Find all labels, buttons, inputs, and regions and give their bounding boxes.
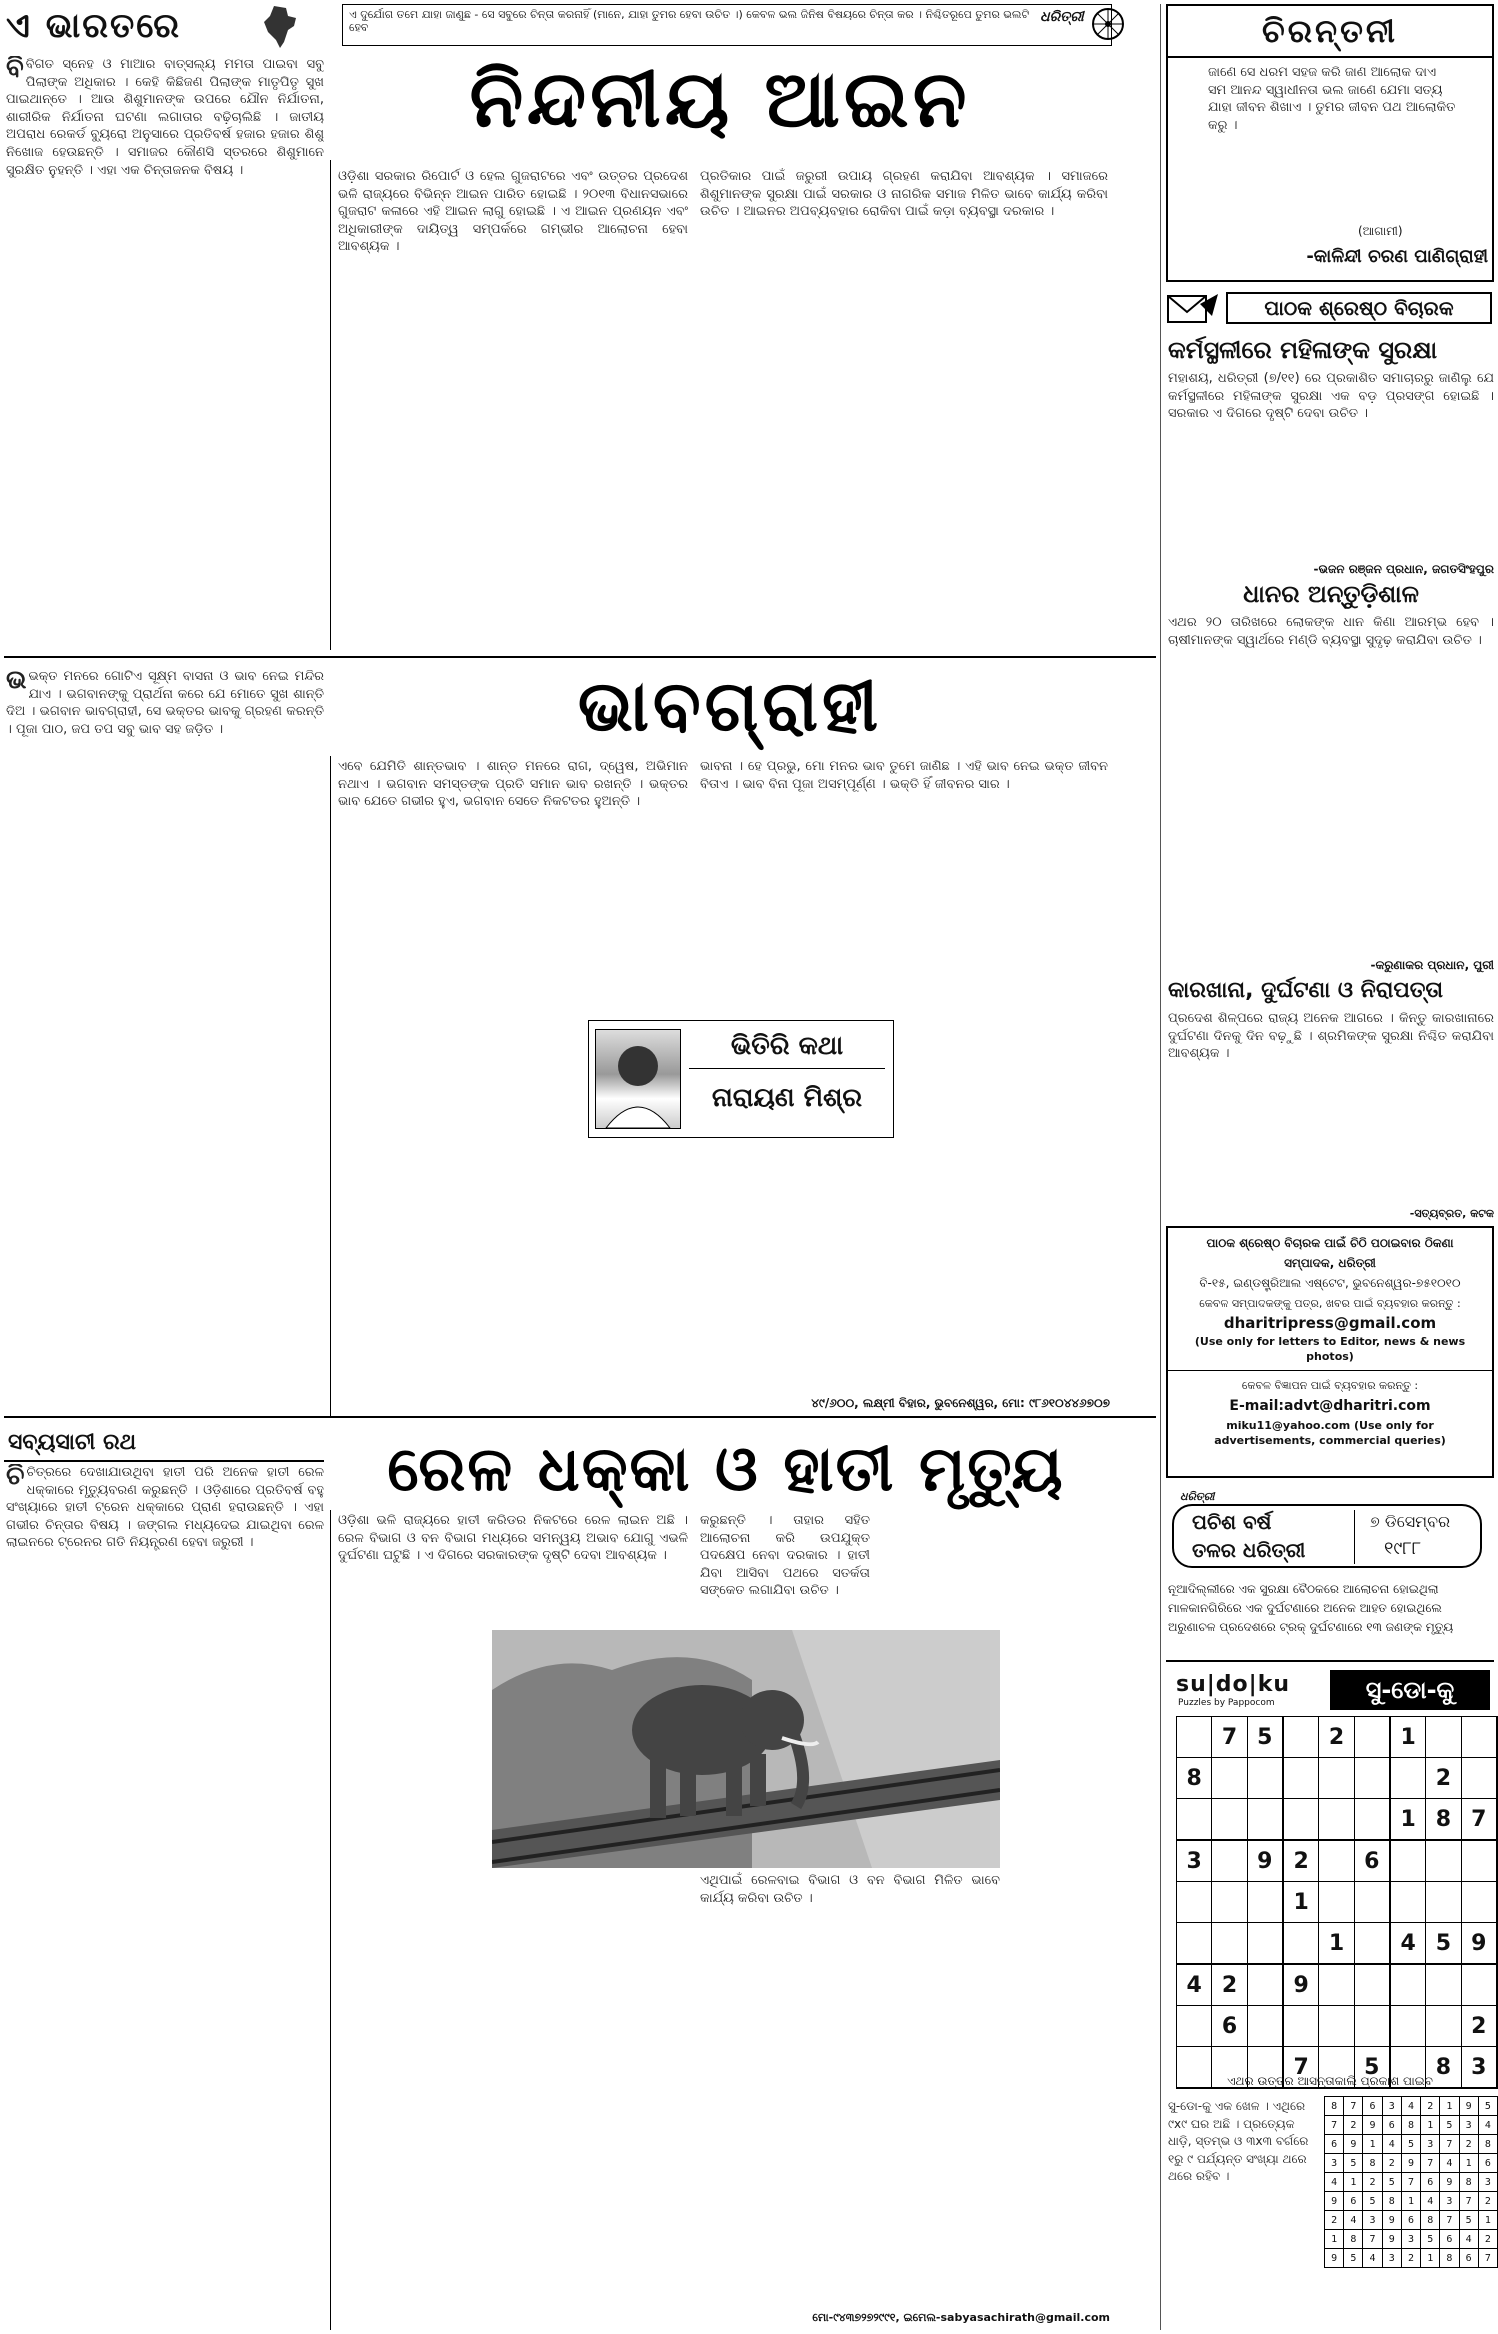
sudoku-header — [1170, 1670, 1494, 1714]
sudoku-cell[interactable]: 2 — [1212, 1964, 1247, 2006]
section-divider — [4, 656, 1156, 658]
sudoku-cell[interactable] — [1283, 1923, 1319, 1965]
solution-cell: 1 — [1363, 2135, 1382, 2154]
solution-cell: 3 — [1459, 2116, 1478, 2135]
solution-cell: 1 — [1478, 2211, 1497, 2230]
sudoku-cell[interactable] — [1283, 1799, 1319, 1841]
contact-email[interactable]: dharitripress@gmail.com — [1223, 1314, 1437, 1332]
solution-cell: 8 — [1363, 2154, 1382, 2173]
sudoku-row — [1177, 1964, 1498, 2006]
editorial1-col1: ବିବିଗତ ସ୍ନେହ ଓ ମାଆର ବାତ୍ସଲ୍ୟ ମମତା ପାଇବା ସବୁ ପିଲାଙ୍କ ଅଧିକାର । କେହି କିଛିଜଣ ପିଲାଙ୍କ ମାତୃପିତୃ ସୁଖ ପାଇଥାନ୍ତେ । ଆଉ ଶିଶୁମାନଙ୍କ ଉପରେ ଯୌନ ନିର୍ଯାତନା, ଶାରୀରିକ ନିର୍ଯାତନା ଘଟଣା ଲଗାତାର ବଢ଼ିଚାଲିଛି । ଜାତୀୟ ଅପରାଧ ରେକର୍ଡ ବ୍ୟୁରୋ ଅନୁସାରେ ପ୍ରତିବର୍ଷ ହଜାର ହଜାର ଶିଶୁ ନିଖୋଜ ହେଉଛନ୍ତି । ସମାଜର କୌଣସି ସ୍ତରରେ ଶିଶୁମାନେ ସୁରକ୍ଷିତ ନୁହନ୍ତି । ଏହା ଏକ ଚିନ୍ତାଜନକ ବିଷୟ । — [6, 56, 324, 178]
sudoku-cell[interactable] — [1461, 1717, 1497, 1758]
solution-cell: 8 — [1401, 2116, 1420, 2135]
sudoku-cell[interactable] — [1461, 1758, 1497, 1799]
editorial2-col2b — [338, 1140, 688, 1412]
sudoku-cell[interactable] — [1283, 2006, 1319, 2047]
solution-cell: 5 — [1459, 2211, 1478, 2230]
solution-cell: 4 — [1382, 2135, 1401, 2154]
sudoku-cell[interactable]: 1 — [1390, 1717, 1426, 1758]
sudoku-cell[interactable] — [1426, 1882, 1461, 1923]
sudoku-cell[interactable]: 7 — [1461, 1799, 1497, 1841]
solution-cell: 6 — [1421, 2173, 1440, 2192]
solution-cell: 4 — [1325, 2173, 1344, 2192]
solution-cell: 6 — [1401, 2211, 1420, 2230]
masthead-quote-box — [342, 4, 1112, 46]
solution-cell: 5 — [1401, 2135, 1420, 2154]
solution-cell: 2 — [1459, 2135, 1478, 2154]
solution-cell: 1 — [1401, 2192, 1420, 2211]
solution-cell: 1 — [1325, 2230, 1344, 2249]
solution-cell: 1 — [1459, 2154, 1478, 2173]
solution-cell: 2 — [1325, 2211, 1344, 2230]
divider — [330, 160, 331, 650]
sudoku-cell[interactable] — [1212, 1799, 1247, 1841]
column-label: ଭିତିରି କଥା — [689, 1031, 885, 1069]
letter2-title: ଧାନର ଅନ୍ତୁଡ଼ିଶାଳ — [1243, 580, 1419, 608]
drop-cap: ଚି — [6, 1464, 25, 1491]
solution-cell: 4 — [1440, 2154, 1459, 2173]
editorial3-col2-narrow — [338, 1628, 488, 1858]
solution-cell: 1 — [1421, 2116, 1440, 2135]
solution-cell: 6 — [1459, 2249, 1478, 2268]
solution-cell: 2 — [1478, 2230, 1497, 2249]
letter1-text: ମହାଶୟ, ଧରିତ୍ରୀ (୭/୧୧) ରେ ପ୍ରକାଶିତ ସମାଚାରରୁ ଜାଣିଲୁ ଯେ କର୍ମସ୍ଥଳୀରେ ମହିଳାଙ୍କ ସୁରକ୍ଷା ଏକ ବଡ଼ ପ୍ରସଙ୍ଗ ହୋଇଛି । ସରକାର ଏ ଦିଗରେ ଦୃଷ୍ଟି ଦେବା ଉଚିତ । — [1168, 371, 1494, 422]
solution-cell: 9 — [1363, 2116, 1382, 2135]
solution-cell: 7 — [1459, 2192, 1478, 2211]
editorial3-col2: ଓଡ଼ିଶା ଭଳି ରାଜ୍ୟରେ ହାତୀ କରିଡର ନିକଟରେ ରେଳ ଲାଇନ ଅଛି । ରେଳ ବିଭାଗ ଓ ବନ ବିଭାଗ ମଧ୍ୟରେ ସମନ୍ୱୟ ଅଭାବ ଯୋଗୁ ଏଭଳି ଦୁର୍ଘଟଣା ଘଟୁଛି । ଏ ଦିଗରେ ସରକାରଙ୍କ ଦୃଷ୍ଟି ଦେବା ଆବଶ୍ୟକ । — [338, 1513, 688, 1564]
elephant-illustration — [492, 1630, 1000, 1868]
solution-cell: 5 — [1478, 2097, 1497, 2116]
solution-cell: 5 — [1382, 2173, 1401, 2192]
divider — [1354, 1510, 1355, 1564]
solution-cell: 2 — [1344, 2116, 1363, 2135]
sudoku-row — [1177, 1882, 1498, 1923]
solution-cell: 3 — [1440, 2192, 1459, 2211]
letter2-text: ଏଥର ୨୦ ତାରିଖରେ ଲୋକଙ୍କ ଧାନ କିଣା ଆରମ୍ଭ ହେବ । ଚାଷୀମାନଙ୍କ ସ୍ୱାର୍ଥରେ ମଣ୍ଡି ବ୍ୟବସ୍ଥା ସୁଦୃଢ଼ କରାଯିବା ଉଚିତ । — [1168, 615, 1494, 648]
solution-cell: 3 — [1325, 2154, 1344, 2173]
sudoku-grid — [1176, 1716, 1498, 2089]
editorial3-col3: କରୁଛନ୍ତି । ତାହାର ସହିତ ଆଲୋଚନା କରି ଉପଯୁକ୍ତ ପଦକ୍ଷେପ ନେବା ଦରକାର । ହାତୀ ଯିବା ଆସିବା ପଥରେ ସତର୍କତା ସଙ୍କେତ ଲଗାଯିବା ଉଚିତ । — [700, 1513, 870, 1599]
solution-row — [1325, 2249, 1498, 2268]
sudoku-cell[interactable]: 2 — [1461, 2006, 1497, 2047]
contact-email-label: କେବଳ ସମ୍ପାଦକଙ୍କୁ ପତ୍ର, ଖବର ପାଇଁ ବ୍ୟବହାର କରନ୍ତୁ : — [1199, 1297, 1461, 1310]
sudoku-cell[interactable] — [1212, 1840, 1247, 1882]
sudoku-cell[interactable] — [1212, 1758, 1247, 1799]
chirantani-text: ଜାଣେ ସେ ଧରମ ସହଜ କରି ଜାଣ ଆଲୋକ ଦାଏ ସମ ଆନନ୍ଦ ସ୍ୱାଧୀନତା ଭଲ ଜାଣେ ଯେମା ସତ୍ୟ ଯାହା ଜୀବନ ଶିଖାଏ । ତୁମର ଜୀବନ ପଥ ଆଲୋକିତ କରୁ । — [1208, 65, 1456, 133]
solution-cell: 7 — [1401, 2173, 1420, 2192]
editorial2-headline: ଭାବଗ୍ରାହୀ — [577, 665, 883, 747]
contact-title: ପାଠକ ଶ୍ରେଷ୍ଠ ବିଚାରକ ପାଇଁ ଚିଠି ପଠାଇବାର ଠିକଣା — [1206, 1236, 1454, 1250]
editorial3-footer: ମୋ-୯୪୩୭୨୭୨୯୯୧, ଇମେଲ-sabyasachirath@gmail.com — [812, 2311, 1110, 2324]
anniv-list — [1168, 1582, 1494, 1635]
solution-cell: 7 — [1440, 2135, 1459, 2154]
author-photo — [595, 1029, 681, 1129]
letter3-sign: -ସତ୍ୟବ୍ରତ, କଟକ — [1409, 1207, 1494, 1220]
sudoku-cell[interactable] — [1461, 1964, 1497, 2006]
letters-header-title: ପାଠକ ଶ୍ରେଷ୍ଠ ବିଚାରକ — [1226, 292, 1492, 324]
drop-cap: ବି — [6, 56, 24, 83]
sudoku-cell[interactable] — [1283, 1717, 1319, 1758]
solution-cell: 2 — [1363, 2173, 1382, 2192]
contact-box — [1166, 1226, 1494, 1478]
solution-cell: 6 — [1344, 2192, 1363, 2211]
editorial2-col1: ଭଭକ୍ତ ମନରେ ଗୋଟିଏ ସୂକ୍ଷ୍ମ ବାସନା ଓ ଭାବ ନେଇ ମନ୍ଦିର ଯାଏ । ଭଗବାନଙ୍କୁ ପ୍ରାର୍ଥନା କରେ ଯେ ମୋତେ ସୁଖ ଶାନ୍ତି ଦିଅ । ଭଗବାନ ଭାବଗ୍ରାହୀ, ସେ ଭକ୍ତର ଭାବକୁ ଗ୍ରହଣ କରନ୍ତି । ପୂଜା ପାଠ, ଜପ ତପ ସବୁ ଭାବ ସହ ଜଡ଼ିତ । — [6, 668, 324, 737]
section-logo-text: ଏ ଭାରତରେ — [6, 6, 182, 46]
solution-cell: 9 — [1325, 2249, 1344, 2268]
sudoku-cell[interactable] — [1247, 1964, 1283, 2006]
sudoku-cell[interactable] — [1247, 1882, 1283, 1923]
solution-cell: 8 — [1478, 2135, 1497, 2154]
chirantani-title: ଚିରନ୍ତନୀ — [1262, 12, 1398, 50]
solution-cell: 8 — [1325, 2097, 1344, 2116]
solution-cell: 1 — [1421, 2249, 1440, 2268]
sudoku-cell[interactable]: 1 — [1390, 1799, 1426, 1841]
sudoku-row — [1177, 1717, 1498, 1758]
sudoku-cell[interactable]: 5 — [1247, 1717, 1283, 1758]
solution-cell: 4 — [1401, 2097, 1420, 2116]
sudoku-cell[interactable]: 3 — [1177, 1840, 1212, 1882]
solution-cell: 6 — [1478, 2154, 1497, 2173]
sudoku-cell[interactable] — [1426, 1964, 1461, 2006]
solution-cell: 3 — [1478, 2173, 1497, 2192]
sudoku-cell[interactable]: 8 — [1426, 2047, 1461, 2089]
contact-note: (Use only for letters to Editor, news & news photos) — [1194, 1335, 1466, 1363]
sudoku-cell[interactable] — [1354, 1923, 1390, 1965]
sudoku-cell[interactable] — [1426, 1717, 1461, 1758]
sudoku-cell[interactable] — [1390, 2006, 1426, 2047]
solution-cell: 7 — [1440, 2211, 1459, 2230]
solution-cell: 7 — [1363, 2230, 1382, 2249]
solution-cell: 4 — [1363, 2249, 1382, 2268]
sudoku-cell[interactable]: 1 — [1283, 1882, 1319, 1923]
india-map-icon — [258, 4, 304, 50]
anniv-date2: ୧୯୮୮ — [1384, 1538, 1422, 1559]
sudoku-credit: Puzzles by Pappocom — [1178, 1698, 1275, 1708]
sudoku-cell[interactable] — [1390, 1964, 1426, 2006]
sudoku-solution — [1324, 2096, 1498, 2268]
sudoku-cell[interactable]: 2 — [1426, 1758, 1461, 1799]
section-label: ସବ୍ୟସାଚୀ ରଥ — [8, 1430, 137, 1455]
contact-adv-email2[interactable]: miku11@yahoo.com (Use only for advertisements, commercial queries) — [1214, 1419, 1446, 1447]
sudoku-cell[interactable]: 4 — [1390, 1923, 1426, 1965]
solution-cell: 2 — [1382, 2154, 1401, 2173]
envelope-icon — [1166, 292, 1220, 326]
sudoku-row — [1177, 1923, 1498, 1965]
solution-row — [1325, 2211, 1498, 2230]
sudoku-cell[interactable] — [1177, 2006, 1212, 2047]
solution-row — [1325, 2192, 1498, 2211]
solution-cell: 5 — [1363, 2192, 1382, 2211]
solution-cell: 3 — [1382, 2249, 1401, 2268]
chakra-icon — [1090, 6, 1126, 42]
masthead-quote: ଏ ଦୁର୍ଯୋଗ ତମେ ଯାହା ଜାଣୁଛ - ସେ ସବୁରେ ଚିନ୍ତା କରନାହିଁ (ମାନେ, ଯାହା ତୁମର ହେବା ଉଚିତ ।) କେବଳ ଭଲ ଜିନିଷ ବିଷୟରେ ଚିନ୍ତା କର । ନିଶ୍ଚିତରୂପେ ତୁମର ଭଲଟି ହେବ — [349, 8, 1030, 34]
sudoku-cell[interactable] — [1354, 1758, 1390, 1799]
sudoku-cell[interactable] — [1461, 1882, 1497, 1923]
solution-cell: 4 — [1421, 2192, 1440, 2211]
contact-adv-email[interactable]: E-mail:advt@dharitri.com — [1229, 1398, 1431, 1414]
solution-cell: 7 — [1325, 2116, 1344, 2135]
letters-header — [1166, 292, 1494, 328]
sudoku-cell[interactable] — [1390, 1758, 1426, 1799]
solution-cell: 6 — [1382, 2116, 1401, 2135]
sudoku-cell[interactable] — [1247, 2006, 1283, 2047]
letter1-sign: -ଭଜନ ରଞ୍ଜନ ପ୍ରଧାନ, ଜଗତସିଂହପୁର — [1313, 562, 1494, 576]
sudoku-cell[interactable] — [1354, 1717, 1390, 1758]
sidebar-divider — [1160, 4, 1161, 2330]
sudoku-cell[interactable] — [1212, 1923, 1247, 1965]
sudoku-cell[interactable]: 9 — [1461, 1923, 1497, 1965]
solution-cell: 5 — [1344, 2154, 1363, 2173]
solution-row — [1325, 2173, 1498, 2192]
solution-cell: 5 — [1440, 2116, 1459, 2135]
solution-cell: 9 — [1401, 2154, 1420, 2173]
sudoku-cell[interactable]: 9 — [1247, 1840, 1283, 1882]
sudoku-cell[interactable]: 5 — [1426, 1923, 1461, 1965]
anniv-title1: ପଚିଶ ବର୍ଷ — [1192, 1510, 1272, 1534]
section-logo — [6, 6, 246, 48]
editorial2-footer: ୪୯/୬୦୦, ଲକ୍ଷ୍ମୀ ବିହାର, ଭୁବନେଶ୍ୱର, ମୋ: ୯୮୬୧୦୪୪୬୭୦୭ — [811, 1396, 1110, 1410]
editorial3-col3-bottom: ଏଥିପାଇଁ ରେଳବାଇ ବିଭାଗ ଓ ବନ ବିଭାଗ ମିଳିତ ଭାବେ କାର୍ଯ୍ୟ କରିବା ଉଚିତ । — [700, 1873, 1000, 1906]
sudoku-cell[interactable] — [1177, 1799, 1212, 1841]
sudoku-row — [1177, 1758, 1498, 1799]
divider — [330, 756, 331, 1416]
sudoku-footer: ଏଥର ଉତ୍ତର ଆସନ୍ତାକାଲି ପ୍ରକାଶ ପାଇବ — [1227, 2074, 1433, 2088]
drop-cap: ଭ — [6, 668, 27, 695]
solution-cell: 2 — [1478, 2192, 1497, 2211]
sudoku-cell[interactable]: 2 — [1319, 1717, 1354, 1758]
sudoku-cell[interactable] — [1390, 1840, 1426, 1882]
solution-cell: 5 — [1421, 2230, 1440, 2249]
divider — [330, 1510, 331, 2330]
letter1-title: କର୍ମସ୍ଥଳୀରେ ମହିଳାଙ୍କ ସୁରକ୍ଷା — [1168, 336, 1438, 364]
anniversary-block — [1166, 1490, 1494, 1578]
divider — [4, 1460, 324, 1462]
sudoku-cell[interactable] — [1177, 1923, 1212, 1965]
solution-cell: 4 — [1344, 2211, 1363, 2230]
sudoku-cell[interactable] — [1247, 1758, 1283, 1799]
solution-cell: 4 — [1459, 2230, 1478, 2249]
editorial1-col3: ପ୍ରତିକାର ପାଇଁ ଜରୁରୀ ଉପାୟ ଗ୍ରହଣ କରାଯିବା ଆବଶ୍ୟକ । ସମାଜରେ ଶିଶୁମାନଙ୍କ ସୁରକ୍ଷା ପାଇଁ ସରକାର ଓ ନାଗରିକ ସମାଜ ମିଳିତ ଭାବେ କାର୍ଯ୍ୟ କରିବା ଉଚିତ । ଆଇନର ଅପବ୍ୟବହାର ରୋକିବା ପାଇଁ କଡ଼ା ବ୍ୟବସ୍ଥା ଦରକାର । — [700, 169, 1108, 220]
sudoku-cell[interactable]: 6 — [1354, 1840, 1390, 1882]
section-divider — [4, 1416, 1156, 1418]
solution-cell: 9 — [1382, 2211, 1401, 2230]
editorial1-headline: ନିନ୍ଦନୀୟ ଆଇନ — [469, 55, 971, 145]
editorial1-col2: ଓଡ଼ିଶା ସରକାର ରିପୋର୍ଟ ଓ ହେଲ ଗୁଜରାଟରେ ଏବଂ ଉତ୍ତର ପ୍ରଦେଶ ଭଳି ରାଜ୍ୟରେ ବିଭିନ୍ନ ଆଇନ ପାରିତ ହୋଇଛି । ୨୦୧୩ ବିଧାନସଭାରେ ଗୁଜରାଟ କଳାରେ ଏହି ଆଇନ ଲାଗୁ ହୋଇଛି । ଏ ଆଇନ ପ୍ରଣୟନ ଏବଂ ଅଧିକାରୀଙ୍କ ଦାୟିତ୍ୱ ସମ୍ପର୍କରେ ଗମ୍ଭୀର ଆଲୋଚନା ହେବା ଆବଶ୍ୟକ । — [338, 169, 688, 255]
contact-adv-label: କେବଳ ବିଜ୍ଞାପନ ପାଇଁ ବ୍ୟବହାର କରନ୍ତୁ : — [1241, 1379, 1419, 1392]
sudoku-cell[interactable] — [1354, 1799, 1390, 1841]
editorial2-col2: ଏବେ ଯେମିତି ଶାନ୍ତଭାବ । ଶାନ୍ତ ମନରେ ରାଗ, ଦ୍ୱେଷ, ଅଭିମାନ ନଥାଏ । ଭଗବାନ ସମସ୍ତଙ୍କ ପ୍ରତି ସମାନ ଭାବ ରଖନ୍ତି । ଭକ୍ତର ଭାବ ଯେତେ ଗଭୀର ହୁଏ, ଭଗବାନ ସେତେ ନିକଟତର ହୁଅନ୍ତି । — [338, 759, 688, 810]
solution-cell: 3 — [1401, 2230, 1420, 2249]
divider — [1168, 56, 1492, 58]
solution-row — [1325, 2154, 1498, 2173]
solution-cell: 2 — [1401, 2249, 1420, 2268]
list-item: ନୂଆଦିଲ୍ଲୀରେ ଏକ ସୁରକ୍ଷା ବୈଠକରେ ଆଲୋଚନା ହୋଇଥିଲା — [1168, 1582, 1439, 1596]
sudoku-cell[interactable]: 9 — [1283, 1964, 1319, 2006]
sudoku-cell[interactable] — [1319, 1758, 1354, 1799]
brand-name: ଧରିତ୍ରୀ — [1040, 9, 1084, 25]
solution-cell: 8 — [1382, 2192, 1401, 2211]
sudoku-cell[interactable] — [1177, 1717, 1212, 1758]
sudoku-cell[interactable] — [1177, 1882, 1212, 1923]
sudoku-cell[interactable]: 5 — [1354, 2047, 1390, 2089]
editorial2-col3b — [700, 1140, 1108, 1390]
solution-cell: 9 — [1325, 2192, 1344, 2211]
divider — [1168, 1370, 1492, 1371]
sudoku-cell[interactable] — [1247, 1799, 1283, 1841]
solution-row — [1325, 2135, 1498, 2154]
solution-cell: 3 — [1363, 2211, 1382, 2230]
editorial2-col3: ଭାବନା । ହେ ପ୍ରଭୁ, ମୋ ମନର ଭାବ ତୁମେ ଜାଣିଛ । ଏହି ଭାବ ନେଇ ଭକ୍ତ ଜୀବନ ବିତାଏ । ଭାବ ବିନା ପୂଜା ଅସମ୍ପୂର୍ଣ୍ଣ । ଭକ୍ତି ହିଁ ଜୀବନର ସାର । — [700, 759, 1108, 792]
sudoku-cell[interactable] — [1461, 1840, 1497, 1882]
solution-cell: 8 — [1440, 2249, 1459, 2268]
sudoku-cell[interactable] — [1426, 2006, 1461, 2047]
sudoku-cell[interactable]: 6 — [1212, 2006, 1247, 2047]
sudoku-cell[interactable]: 3 — [1461, 2047, 1497, 2089]
chirantani-source: (ଆଗାମୀ) — [1358, 224, 1403, 238]
person-icon — [596, 1030, 680, 1128]
sudoku-cell[interactable] — [1426, 1840, 1461, 1882]
list-item: ଅରୁଣାଚଳ ପ୍ରଦେଶରେ ଟ୍ରକ୍ ଦୁର୍ଘଟଣାରେ ୧୩ ଜଣଙ୍କ ମୃତ୍ୟୁ — [1168, 1620, 1454, 1634]
sudoku-row — [1177, 1799, 1498, 1841]
solution-cell: 5 — [1344, 2249, 1363, 2268]
solution-cell: 7 — [1421, 2154, 1440, 2173]
editorial3-col1: ଚିଚିତ୍ରରେ ଦେଖାଯାଉଥିବା ହାତୀ ପରି ଅନେକ ହାତୀ ରେଳ ଧକ୍କାରେ ମୃତ୍ୟୁବରଣ କରୁଛନ୍ତି । ଓଡ଼ିଶାରେ ପ୍ରତିବର୍ଷ ବହୁ ସଂଖ୍ୟାରେ ହାତୀ ଟ୍ରେନ ଧକ୍କାରେ ପ୍ରାଣ ହରାଉଛନ୍ତି । ଏହା ଗଭୀର ଚିନ୍ତାର ବିଷୟ । ଜଙ୍ଗଲ ମଧ୍ୟଦେଇ ଯାଇଥିବା ରେଳ ଲାଇନରେ ଟ୍ରେନର ଗତି ନିୟନ୍ତ୍ରଣ ହେବା ଜରୁରୀ । — [6, 1464, 324, 1551]
sudoku-cell[interactable] — [1319, 1882, 1354, 1923]
sudoku-brand: su|do|ku — [1176, 1672, 1290, 1697]
solution-cell: 9 — [1382, 2230, 1401, 2249]
chirantani-box — [1166, 4, 1494, 282]
solution-cell: 9 — [1344, 2135, 1363, 2154]
solution-row — [1325, 2116, 1498, 2135]
solution-cell: 8 — [1344, 2230, 1363, 2249]
anniv-title2: ତଳର ଧରିତ୍ରୀ — [1192, 1538, 1306, 1562]
sudoku-cell[interactable] — [1283, 1758, 1319, 1799]
solution-cell: 9 — [1440, 2173, 1459, 2192]
sudoku-cell[interactable] — [1390, 1882, 1426, 1923]
contact-addr1: ସମ୍ପାଦକ, ଧରିତ୍ରୀ — [1284, 1256, 1376, 1270]
solution-cell: 1 — [1440, 2097, 1459, 2116]
solution-row — [1325, 2230, 1498, 2249]
letter2-sign: -କରୁଣାକର ପ୍ରଧାନ, ପୁରୀ — [1370, 958, 1494, 972]
letter3-text: ପ୍ରଦେଶ ଶିଳ୍ପରେ ରାଜ୍ୟ ଅନେକ ଆଗରେ । କିନ୍ତୁ କାରଖାନାରେ ଦୁର୍ଘଟଣା ଦିନକୁ ଦିନ ବଢ଼ୁଛି । ଶ୍ରମିକଙ୍କ ସୁରକ୍ଷା ନିଶ୍ଚିତ କରାଯିବା ଆବଶ୍ୟକ । — [1168, 1011, 1494, 1062]
sudoku-cell[interactable] — [1247, 1923, 1283, 1965]
divider — [1166, 1660, 1494, 1662]
editorial3-col4 — [1006, 1512, 1110, 2302]
list-item: ମାଳକାନଗିରିରେ ଏକ ଦୁର୍ଘଟଣାରେ ଅନେକ ଆହତ ହୋଇଥିଲେ — [1168, 1601, 1442, 1615]
sudoku-cell[interactable] — [1354, 2006, 1390, 2047]
sudoku-cell[interactable] — [1354, 1882, 1390, 1923]
editorial3-col2-bottom — [338, 1872, 688, 2316]
chirantani-author: -କାଳିନ୍ଦୀ ଚରଣ ପାଣିଗ୍ରାହୀ — [1306, 246, 1488, 267]
solution-cell: 3 — [1421, 2135, 1440, 2154]
solution-cell: 6 — [1325, 2135, 1344, 2154]
sudoku-cell[interactable]: 7 — [1212, 1717, 1247, 1758]
byline-box — [588, 1020, 894, 1138]
solution-cell: 6 — [1363, 2097, 1382, 2116]
sudoku-row — [1177, 1840, 1498, 1882]
sudoku-cell[interactable]: 4 — [1177, 1964, 1212, 2006]
sudoku-row — [1177, 2006, 1498, 2047]
editorial3-headline: ରେଳ ଧକ୍କା ଓ ହାତୀ ମୃତ୍ୟୁ — [387, 1432, 1065, 1505]
solution-row — [1325, 2097, 1498, 2116]
masthead-brand — [1040, 6, 1084, 25]
column-author: ନାରାୟଣ ମିଶ୍ର — [711, 1083, 863, 1113]
contact-addr2: ବି-୧୫, ଇଣ୍ଡଷ୍ଟ୍ରିଆଲ ଏଷ୍ଟେଟ, ଭୁବନେଶ୍ୱର-୭୫୧୦୧୦ — [1199, 1276, 1461, 1290]
letter3-title: କାରଖାନା, ଦୁର୍ଘଟଣା ଓ ନିରାପତ୍ତା — [1168, 978, 1443, 1003]
sudoku-cell[interactable]: 8 — [1177, 1758, 1212, 1799]
anniv-date1: ୭ ଡିସେମ୍ବର — [1370, 1512, 1451, 1531]
sudoku-cell[interactable]: 8 — [1426, 1799, 1461, 1841]
solution-cell: 2 — [1421, 2097, 1440, 2116]
sudoku-rules: ସୁ-ଡୋ-କୁ ଏକ ଖେଳ । ଏଥିରେ ୯x୯ ଘର ଅଛି । ପ୍ରତ୍ୟେକ ଧାଡ଼ି, ସ୍ତମ୍ଭ ଓ ୩x୩ ବର୍ଗରେ ୧ରୁ ୯ ପର୍ଯ୍ୟନ୍ତ ସଂଖ୍ୟା ଥରେ ଥରେ ରହିବ । — [1168, 2099, 1309, 2184]
solution-cell: 8 — [1459, 2173, 1478, 2192]
sudoku-cell[interactable] — [1319, 1964, 1354, 2006]
sudoku-cell[interactable]: 7 — [1283, 2047, 1319, 2089]
solution-cell: 8 — [1421, 2211, 1440, 2230]
sudoku-title: ସୁ-ଡୋ-କୁ — [1330, 1670, 1490, 1710]
sudoku-cell[interactable] — [1212, 1882, 1247, 1923]
solution-cell: 6 — [1440, 2230, 1459, 2249]
sudoku-cell[interactable] — [1354, 1964, 1390, 2006]
sudoku-cell[interactable] — [1319, 1840, 1354, 1882]
solution-cell: 3 — [1382, 2097, 1401, 2116]
solution-cell: 4 — [1478, 2116, 1497, 2135]
sudoku-cell[interactable] — [1319, 2006, 1354, 2047]
anniv-brand: ଧରିତ୍ରୀ — [1180, 1490, 1215, 1503]
solution-cell: 7 — [1478, 2249, 1497, 2268]
sudoku-cell[interactable]: 1 — [1319, 1923, 1354, 1965]
anniv-badge — [1172, 1504, 1482, 1568]
solution-cell: 7 — [1344, 2097, 1363, 2116]
elephant-photo — [492, 1630, 1000, 1868]
solution-cell: 9 — [1459, 2097, 1478, 2116]
sudoku-cell[interactable] — [1319, 1799, 1354, 1841]
solution-cell: 1 — [1344, 2173, 1363, 2192]
sudoku-cell[interactable]: 2 — [1283, 1840, 1319, 1882]
